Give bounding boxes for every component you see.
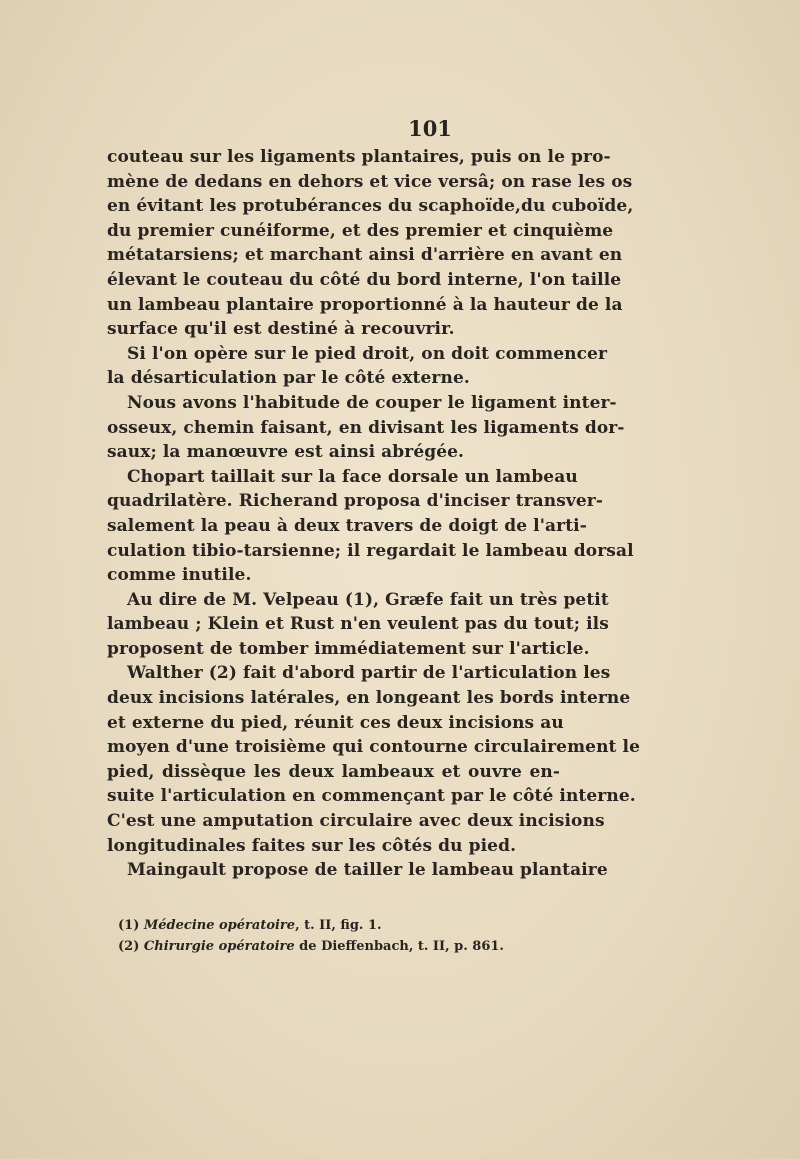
footnote-2 (118, 936, 548, 957)
text-line: salement la peau à deux travers de doigt de l'arti- (107, 515, 587, 536)
text-line: osseux, chemin faisant, en divisant les ligaments dor- (107, 417, 625, 438)
text-line: proposent de tomber immédiatement sur l'article. (107, 638, 590, 659)
text-line: deux incisions latérales, en longeant les bords interne (107, 688, 631, 709)
body-text (107, 145, 640, 883)
text-line: élevant le couteau du côté du bord interne, l'on taille (107, 269, 622, 290)
text-line: Maingault propose de tailler le lambeau plantaire (127, 860, 608, 881)
footnote-1 (118, 915, 548, 936)
text-line: métatarsiens; et marchant ainsi d'arrière en avant en (107, 245, 623, 266)
text-line: quadrilatère. Richerand proposa d'inciser transver- (107, 491, 604, 512)
footnote-text: de Dieffenbach, t. II, p. 861. (294, 939, 504, 954)
text-line: mène de dedans en dehors et vice versâ; on rase les os (107, 171, 633, 192)
text-line: longitudinales faites sur les côtés du pied. (107, 835, 517, 856)
text-line: comme inutile. (107, 565, 252, 586)
footnote-marker: (2) (118, 939, 140, 954)
text-line: C'est une amputation circulaire avec deux incisions (107, 811, 605, 832)
text-line: surface qu'il est destiné à recouvrir. (107, 319, 455, 340)
footnote-text: , t. II, fig. 1. (295, 918, 382, 933)
footnote-title: Chirurgie opératoire (143, 939, 295, 954)
text-line: couteau sur les ligaments plantaires, puis on le pro- (107, 147, 611, 167)
text-line: pied, dissèque les deux lambeaux et ouvre en- (107, 761, 560, 782)
text-line: et externe du pied, réunit ces deux incisions au (107, 712, 564, 733)
text-line: du premier cunéiforme, et des premier et cinquième (107, 220, 614, 241)
text-line: Chopart taillait sur la face dorsale un lambeau (127, 466, 578, 487)
footnote-title: Médecine opératoire (143, 918, 296, 933)
page-number: 101 (408, 116, 452, 141)
text-line: en évitant les protubérances du scaphoïde,du cuboïde, (107, 196, 634, 217)
text-line: lambeau ; Klein et Rust n'en veulent pas du tout; ils (107, 614, 609, 635)
text-line: Nous avons l'habitude de couper le ligament inter- (127, 392, 617, 413)
text-line: culation tibio-tarsienne; il regardait le lambeau dorsal (107, 540, 634, 561)
footnotes (118, 915, 548, 957)
text-line: un lambeau plantaire proportionné à la hauteur de la (107, 294, 623, 315)
text-line: suite l'articulation en commençant par le côté interne. (107, 786, 636, 807)
footnote-marker: (1) (118, 918, 140, 933)
text-line: Walther (2) fait d'abord partir de l'articulation les (127, 663, 611, 684)
text-line: saux; la manœuvre est ainsi abrégée. (107, 442, 465, 463)
text-line: Au dire de M. Velpeau (1), Græfe fait un très petit (127, 589, 609, 610)
text-line: la désarticulation par le côté externe. (107, 368, 470, 389)
text-line: Si l'on opère sur le pied droit, on doit commencer (127, 343, 607, 364)
text-line: moyen d'une troisième qui contourne circulairement le (107, 737, 640, 758)
